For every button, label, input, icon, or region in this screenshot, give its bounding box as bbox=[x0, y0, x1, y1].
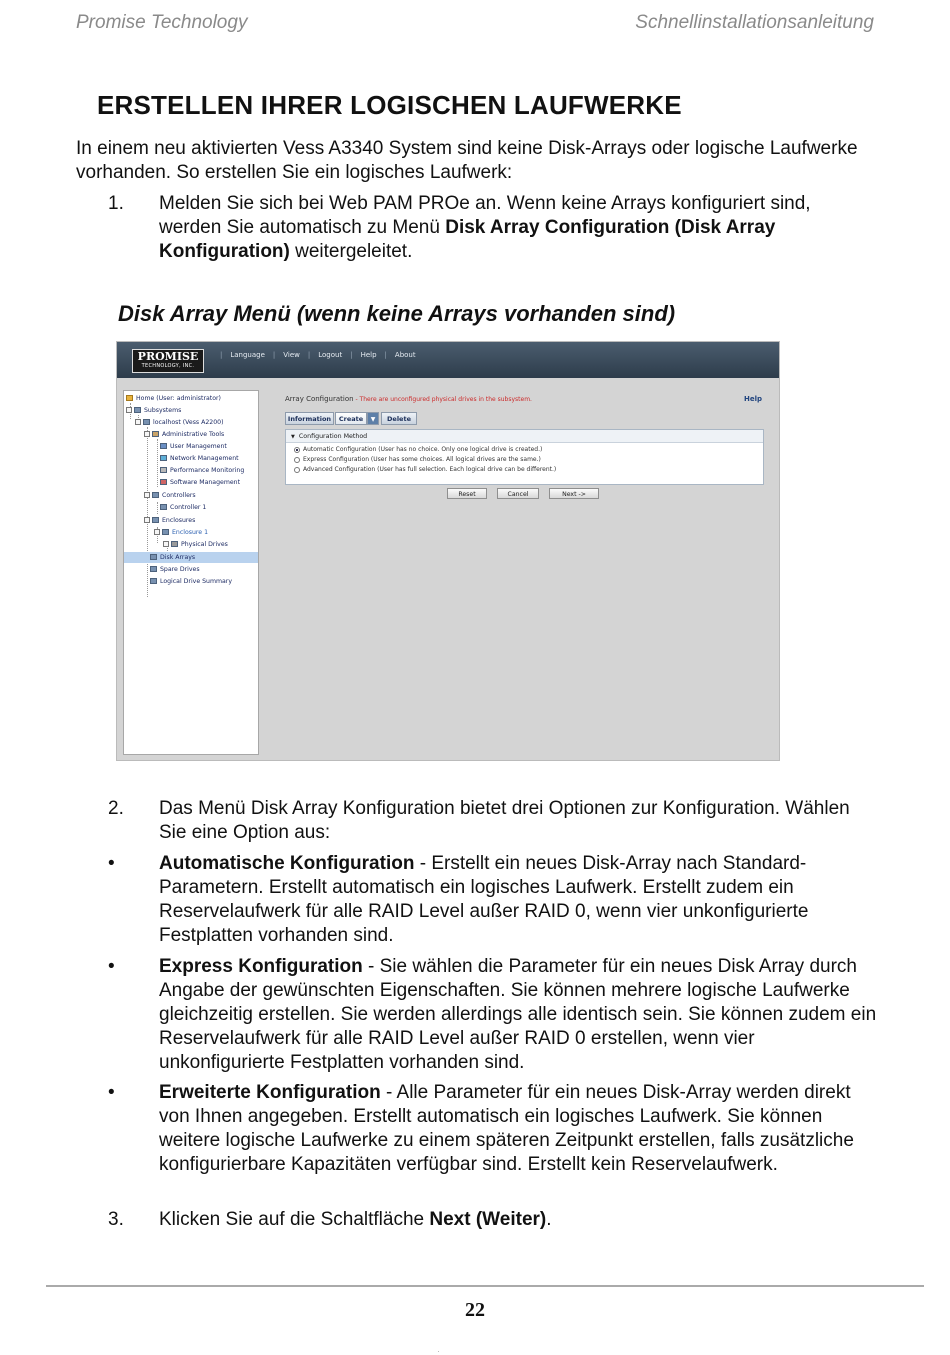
figure-caption: Disk Array Menü (wenn keine Arrays vorhanden sind) bbox=[118, 301, 676, 326]
tree-label: Performance Monitoring bbox=[170, 467, 245, 474]
tree-label: Home (User: administrator) bbox=[136, 395, 221, 402]
tree-label: Software Management bbox=[170, 479, 241, 486]
tree-label: localhost (Vess A2200) bbox=[153, 419, 224, 426]
option-label: Advanced Configuration (User has full selection. Each logical drive can be different.) bbox=[303, 466, 557, 473]
page-number: 22 bbox=[465, 1299, 485, 1321]
panel-title: Configuration Method bbox=[298, 433, 368, 440]
tree-label: Subsystems bbox=[144, 407, 182, 414]
tree-label: Network Management bbox=[170, 455, 239, 462]
intro-paragraph: In einem neu aktivierten Vess A3340 System sind keine Disk-Arrays oder logische Laufwerke vorhanden. So erstellen Sie ein logisches Laufwerk: bbox=[76, 138, 858, 183]
header-left: Promise Technology bbox=[76, 12, 248, 33]
software-icon bbox=[160, 479, 167, 485]
enclosure-icon bbox=[162, 529, 169, 535]
tree-item-controllers[interactable] bbox=[144, 490, 196, 501]
create-dropdown-icon[interactable]: ▼ bbox=[367, 412, 379, 425]
home-icon bbox=[126, 395, 133, 401]
bullet-title: Erweiterte Konfiguration bbox=[159, 1082, 381, 1103]
navigation-tree bbox=[123, 390, 259, 755]
tree-item-subsystems[interactable] bbox=[126, 405, 181, 416]
option-label: Express Configuration (User has some choices. All logical drives are the same.) bbox=[303, 456, 541, 463]
bullet-text: - Erstellt ein neues Disk-Array nach Standard-Parametern. Erstellt automatisch ein logisches Laufwerk. Erstellt zudem ein Reservelaufwerk für alle RAID Level außer RAID 0, wenn vier unkonfigurierte Festplatten vorhanden sind. bbox=[159, 853, 809, 946]
tree-label: User Management bbox=[170, 443, 227, 450]
collapse-arrow-icon[interactable]: ▼ bbox=[291, 434, 295, 440]
option-express[interactable] bbox=[294, 456, 541, 464]
collapse-icon bbox=[144, 492, 150, 498]
tree-item-software-mgmt[interactable] bbox=[160, 477, 240, 488]
bullet-text: - Alle Parameter für ein neues Disk-Array werden direkt von Ihnen angegeben. Erstellt automatisch ein logisches Laufwerk. Sie können weitere logische Laufwerke zu einem späteren Zeitpunkt erstellen, falls zusätzliche konfigurierbare Kapazitäten verfügbar sind. Erstellt kein Reservelaufwerk. bbox=[159, 1082, 854, 1175]
bullet-automatic bbox=[108, 852, 878, 948]
tree-item-home[interactable] bbox=[126, 393, 221, 404]
step-text-end: weitergeleitet. bbox=[289, 241, 413, 262]
step-bold: Next (Weiter) bbox=[429, 1209, 547, 1230]
tree-item-performance[interactable] bbox=[160, 465, 244, 476]
disk-array-icon bbox=[150, 554, 157, 560]
controller-icon bbox=[160, 504, 167, 510]
warning-text: - There are unconfigured physical drives in the subsystem. bbox=[353, 396, 532, 403]
tree-item-admin-tools[interactable] bbox=[144, 429, 224, 440]
tree-label: Enclosures bbox=[162, 517, 196, 524]
header-right: Schnellinstallationsanleitung bbox=[635, 12, 874, 33]
reset-button[interactable]: Reset bbox=[447, 488, 487, 499]
logo-subtext: TECHNOLOGY, INC. bbox=[141, 363, 195, 369]
bullet-text: - Sie wählen die Parameter für ein neues Disk Array durch Angabe der gewünschten Eigenschaften. Sie können mehrere logische Laufwerke gleichzeitig erstellen. Sie werden allerdings alle identisch sein. Sie können zudem ein Reservelaufwerk für alle RAID Level außer RAID 0 erstellen, wenn vier unkonfigurierte Festplatten vorhanden sind. bbox=[159, 956, 877, 1073]
radio-icon[interactable] bbox=[294, 457, 300, 463]
collapse-icon bbox=[144, 431, 150, 437]
nav-logout[interactable]: Logout bbox=[318, 351, 343, 359]
bullet-icon: • bbox=[108, 1082, 115, 1103]
collapse-icon bbox=[144, 517, 150, 523]
subsystem-icon bbox=[134, 407, 141, 413]
tree-item-enclosures[interactable] bbox=[144, 515, 195, 526]
collapse-icon bbox=[135, 419, 141, 425]
tree-item-localhost[interactable] bbox=[135, 417, 224, 428]
next-button[interactable]: Next -> bbox=[549, 488, 599, 499]
server-icon bbox=[143, 419, 150, 425]
tree-item-enclosure-1[interactable] bbox=[154, 527, 208, 538]
option-label: Automatic Configuration (User has no choice. Only one logical drive is created.) bbox=[303, 446, 543, 453]
radio-icon[interactable] bbox=[294, 447, 300, 453]
tree-item-user-mgmt[interactable] bbox=[160, 441, 227, 452]
performance-icon bbox=[160, 467, 167, 473]
tree-item-spare-drives[interactable] bbox=[150, 564, 200, 575]
footer-divider bbox=[46, 1285, 924, 1287]
step-number: 3. bbox=[108, 1209, 124, 1230]
user-icon bbox=[160, 443, 167, 449]
tree-label: Physical Drives bbox=[181, 541, 228, 548]
bullet-advanced bbox=[108, 1081, 878, 1177]
top-bar bbox=[117, 342, 779, 378]
network-icon bbox=[160, 455, 167, 461]
help-link[interactable]: Help bbox=[743, 395, 762, 403]
tab-delete[interactable]: Delete bbox=[381, 412, 417, 425]
tools-icon bbox=[152, 431, 159, 437]
expand-icon bbox=[163, 541, 169, 547]
top-nav: | Language | View | Logout | Help | About bbox=[220, 351, 416, 359]
spare-drive-icon bbox=[150, 566, 157, 572]
title-text: Array Configuration bbox=[285, 395, 354, 403]
webpam-screenshot bbox=[117, 342, 779, 760]
logical-drive-icon bbox=[150, 578, 157, 584]
nav-language[interactable]: Language bbox=[230, 351, 265, 359]
tree-item-logical-drive-summary[interactable] bbox=[150, 576, 232, 587]
controller-icon bbox=[152, 492, 159, 498]
nav-about[interactable]: About bbox=[394, 351, 416, 359]
step-number: 1. bbox=[108, 193, 124, 214]
bullet-title: Automatische Konfiguration bbox=[159, 853, 415, 874]
bullet-title: Express Konfiguration bbox=[159, 956, 363, 977]
step-text: Melden Sie sich bei Web PAM PROe an. Wenn keine Arrays konfiguriert sind, werden Sie automatisch zu Menü bbox=[159, 193, 811, 238]
nav-help[interactable]: Help bbox=[360, 351, 377, 359]
tree-label: Controller 1 bbox=[170, 504, 207, 511]
option-advanced[interactable] bbox=[294, 466, 556, 474]
tree-label: Disk Arrays bbox=[160, 554, 196, 561]
step-text: Klicken Sie auf die Schaltfläche bbox=[159, 1209, 430, 1230]
enclosure-icon bbox=[152, 517, 159, 523]
promise-logo bbox=[132, 349, 204, 373]
configuration-method-panel bbox=[285, 429, 764, 485]
step-1 bbox=[108, 192, 878, 264]
main-content bbox=[281, 390, 764, 753]
collapse-icon bbox=[154, 529, 160, 535]
logo-text: PROMISE bbox=[137, 350, 199, 363]
tab-create[interactable]: Create bbox=[335, 412, 367, 425]
tree-item-controller-1[interactable] bbox=[160, 502, 206, 513]
drive-icon bbox=[171, 541, 178, 547]
step-number: 2. bbox=[108, 798, 124, 819]
step-bold: Disk Array Configuration (Disk Array Konfiguration) bbox=[159, 217, 776, 262]
option-automatic[interactable] bbox=[294, 446, 542, 454]
panel-header bbox=[286, 430, 763, 443]
tree-label: Enclosure 1 bbox=[172, 529, 209, 536]
radio-icon[interactable] bbox=[294, 467, 300, 473]
tree-item-network-mgmt[interactable] bbox=[160, 453, 239, 464]
bullet-icon: • bbox=[108, 853, 115, 874]
array-config-title bbox=[285, 395, 532, 403]
step-2 bbox=[108, 797, 878, 845]
step-text: Das Menü Disk Array Konfiguration bietet drei Optionen zur Konfiguration. Wählen Sie eine Option aus: bbox=[159, 798, 850, 843]
nav-view[interactable]: View bbox=[283, 351, 300, 359]
tree-label: Administrative Tools bbox=[162, 431, 225, 438]
tree-item-disk-arrays[interactable] bbox=[124, 552, 258, 563]
tree-label: Logical Drive Summary bbox=[160, 578, 233, 585]
bullet-express bbox=[108, 955, 878, 1075]
tree-label: Spare Drives bbox=[160, 566, 200, 573]
bullet-icon: • bbox=[108, 956, 115, 977]
cancel-button[interactable]: Cancel bbox=[497, 488, 539, 499]
section-title: ERSTELLEN IHRER LOGISCHEN LAUFWERKE bbox=[97, 90, 682, 120]
tab-information[interactable]: Information bbox=[285, 412, 334, 425]
tree-item-physical-drives[interactable] bbox=[163, 539, 228, 550]
step-3 bbox=[108, 1208, 878, 1232]
step-text-end: . bbox=[546, 1209, 552, 1230]
footer-mark bbox=[438, 1351, 439, 1352]
collapse-icon bbox=[126, 407, 132, 413]
tree-label: Controllers bbox=[162, 492, 196, 499]
